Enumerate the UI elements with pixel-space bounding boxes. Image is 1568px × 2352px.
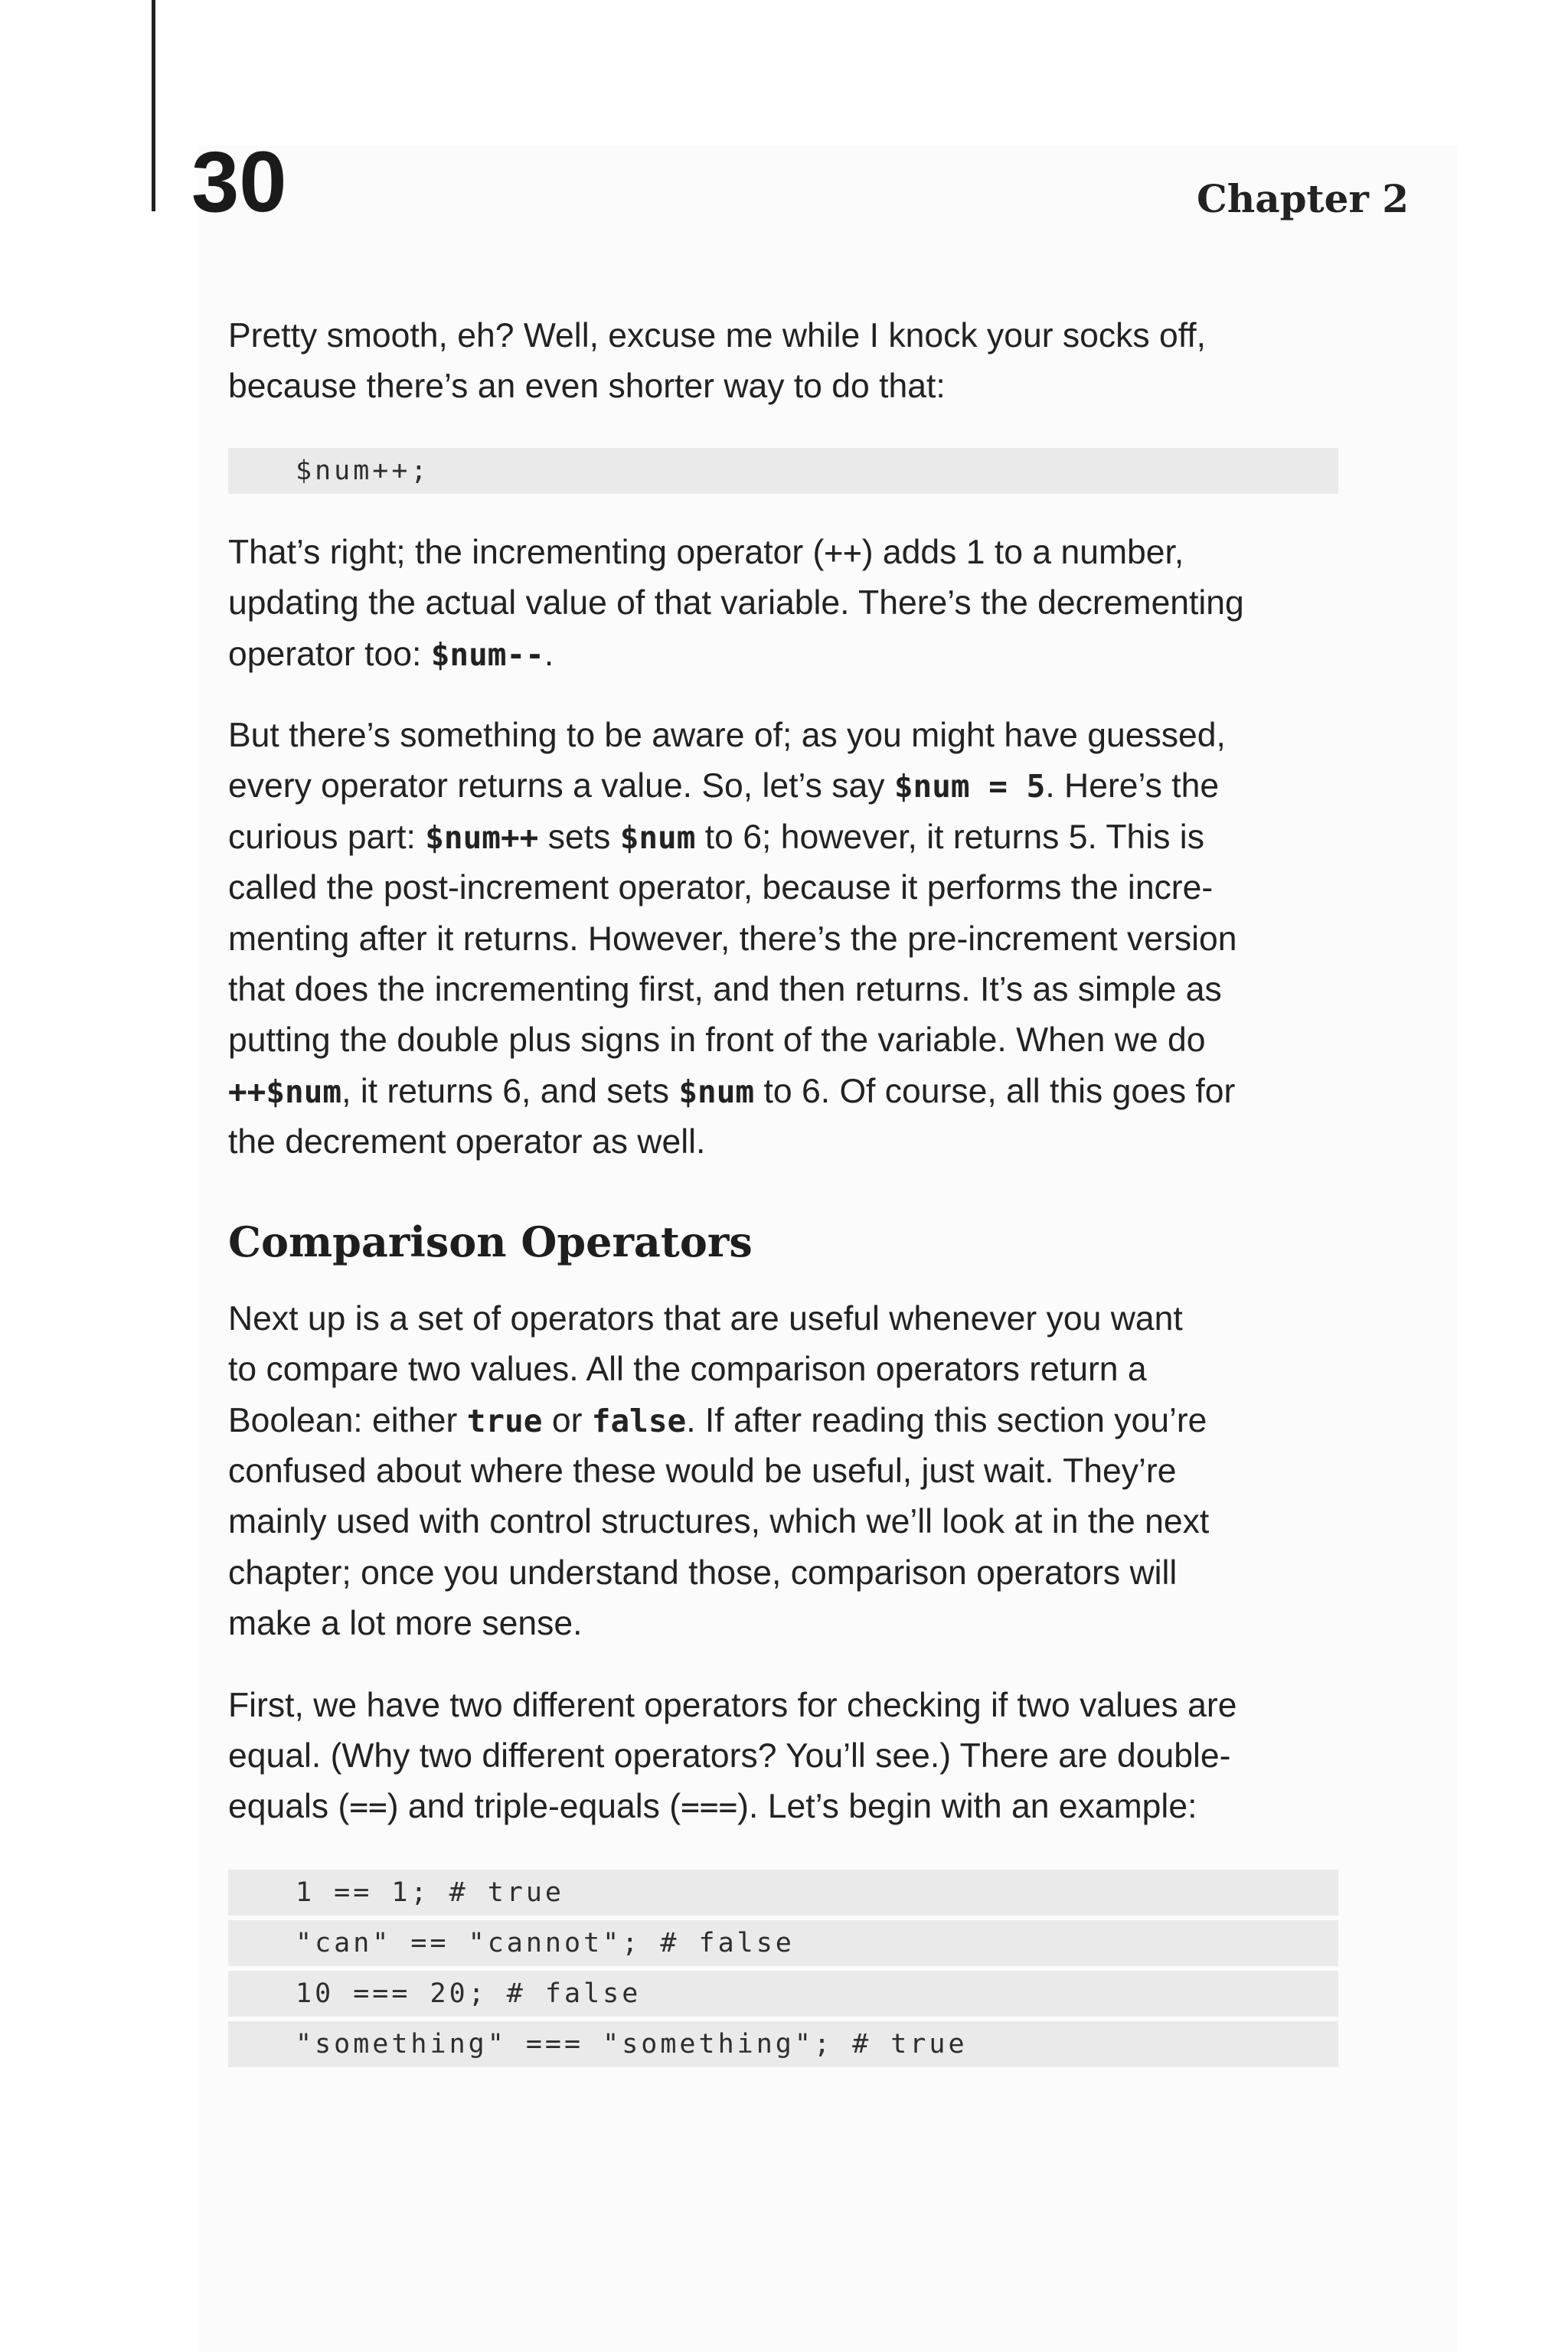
text-line: putting the double plus signs in front of the variable. When we do	[228, 1021, 1206, 1060]
code-line: 1 == 1; # true	[228, 1870, 1338, 1916]
text-line: make a lot more sense.	[228, 1605, 583, 1643]
page-number: 30	[191, 134, 287, 230]
text-line: called the post-increment operator, because it performs the incre-	[228, 869, 1214, 907]
text-line: Next up is a set of operators that are useful whenever you want	[228, 1299, 1183, 1338]
text-line: equals (	[228, 1788, 350, 1826]
text-line: . If after reading this section you’re	[686, 1401, 1207, 1439]
paragraph-equality	[228, 1681, 1338, 1833]
code-line: "can" == "cannot"; # false	[228, 1920, 1338, 1966]
text-line: operator too:	[228, 635, 431, 673]
text-line: curious part:	[228, 818, 426, 856]
text-line: the decrement operator as well.	[228, 1123, 706, 1161]
code-line: $num++;	[228, 448, 1338, 494]
inline-code: $num	[619, 818, 696, 856]
text-line: ) and triple-equals (	[387, 1788, 681, 1826]
code-block-comparison	[228, 1870, 1338, 2067]
code-line: 10 === 20; # false	[228, 1971, 1338, 2017]
text-line: ). Let’s begin with an example:	[737, 1788, 1197, 1826]
text-line: to compare two values. All the comparison operators return a	[228, 1351, 1147, 1389]
text-line: every operator returns a value. So, let’s say	[228, 767, 894, 805]
text-line: menting after it returns. However, there’s the pre-increment version	[228, 920, 1237, 958]
inline-code: true	[466, 1402, 543, 1439]
gutter-bar	[152, 0, 155, 211]
inline-code: false	[591, 1402, 687, 1439]
code-block-increment	[228, 448, 1338, 494]
text-line: mainly used with control structures, which we’ll look at in the next	[228, 1503, 1210, 1541]
text-line: that does the incrementing first, and then returns. It’s as simple as	[228, 971, 1222, 1009]
text-line: But there’s something to be aware of; as you might have guessed,	[228, 717, 1226, 755]
page-content	[228, 311, 1338, 2072]
inline-code: ==	[349, 1788, 387, 1826]
chapter-label: Chapter 2	[1197, 176, 1409, 221]
text-line: equal. (Why two different operators? You’ll see.) There are double-	[228, 1736, 1231, 1775]
text-line: or	[542, 1401, 592, 1439]
text-line: ) adds 1 to a number,	[861, 533, 1184, 571]
inline-code: $num	[678, 1073, 755, 1110]
text-line: to 6; however, it returns 5. This is	[695, 818, 1204, 856]
text-line: .	[544, 635, 554, 673]
text-line: That’s right; the incrementing operator (	[228, 533, 825, 571]
paragraph-post-increment	[228, 710, 1338, 1168]
section-heading: Comparison Operators	[228, 1217, 753, 1266]
inline-code: $num--	[430, 635, 544, 673]
text-line: to 6. Of course, all this goes for	[754, 1072, 1236, 1110]
text-line: . Here’s the	[1045, 767, 1220, 805]
code-line: "something" === "something"; # true	[228, 2021, 1338, 2067]
paragraph-incrementing	[228, 528, 1338, 680]
text-line: updating the actual value of that variable. There’s the decrementing	[228, 584, 1244, 622]
inline-code: ++	[824, 534, 862, 571]
text-line: confused about where these would be useful, just wait. They’re	[228, 1452, 1177, 1490]
text-line: sets	[538, 818, 620, 856]
paragraph-comparison-intro	[228, 1294, 1338, 1650]
inline-code: ++$num	[228, 1073, 342, 1110]
text-line: chapter; once you understand those, comparison operators will	[228, 1553, 1178, 1592]
text-line: because there’s an even shorter way to do that:	[228, 368, 946, 406]
text-line: Pretty smooth, eh? Well, excuse me while I knock your socks off,	[228, 317, 1207, 354]
inline-code: ===	[681, 1788, 738, 1826]
text-line: , it returns 6, and sets	[341, 1072, 679, 1110]
inline-code: $num++	[425, 818, 539, 856]
text-line: Boolean: either	[228, 1401, 467, 1439]
text-line: First, we have two different operators for checking if two values are	[228, 1686, 1237, 1724]
paragraph-intro	[228, 311, 1338, 413]
inline-code: $num = 5	[893, 768, 1046, 805]
